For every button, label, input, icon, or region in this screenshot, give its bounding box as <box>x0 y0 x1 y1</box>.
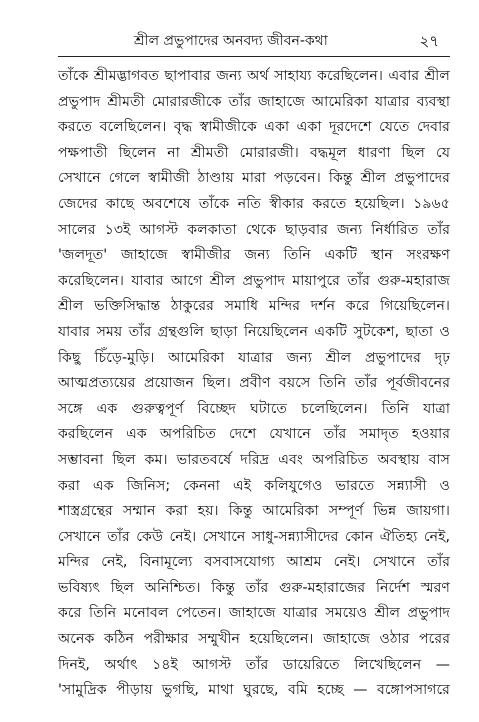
text-line: ভবিষ্যৎ ছিল অনিশ্চিত। কিন্তু তাঁর গুরু-মহারাজের নির্দেশ স্মরণ <box>58 579 450 596</box>
text-line: 'জলদূত' জাহাজে স্বামীজীর জন্য তিনি একটি স্থান সংরক্ষণ <box>58 247 450 264</box>
text-line: পক্ষপাতী ছিলেন না শ্রীমতী মোরারজী। বদ্ধমূল ধারণা ছিল যে <box>58 144 450 161</box>
running-title: শ্রীল প্রভুপাদের অনবদ্য জীবন-কথা <box>134 33 328 49</box>
text-line: প্রভুপাদ শ্রীমতী মোরারজীকে তাঁর জাহাজে আমেরিকা যাত্রার ব্যবস্থা <box>58 93 450 110</box>
body-text <box>58 64 450 704</box>
text-line: করে তিনি মনোবল পেতেন। জাহাজে যাত্রার সময়েও শ্রীল প্রভুপাদ <box>58 605 450 622</box>
text-line: সঙ্গে এক গুরুত্বপূর্ণ বিচ্ছেদ ঘটাতে চলেছিলেন। তিনি যাত্রা <box>58 400 450 417</box>
text-line: করেছিলেন। যাবার আগে শ্রীল প্রভুপাদ মায়াপুরে তাঁর গুরু-মহারাজ <box>58 272 450 289</box>
text-line: সালের ১৩ই আগস্ট কলকাতা থেকে ছাড়বার জন্য নির্ধারিত তাঁর <box>58 221 450 238</box>
text-line: 'সামুদ্রিক পীড়ায় ভুগছি, মাথা ঘুরছে, বমি হচ্ছে — বঙ্গোপসাগরে <box>58 682 450 699</box>
text-line: দিনই, অর্থাৎ ১৪ই আগস্ট তাঁর ডায়েরিতে লিখেছিলেন — <box>58 656 450 673</box>
text-line: জেদের কাছে অবশেষে তাঁকে নতি স্বীকার করতে হয়েছিল। ১৯৬৫ <box>58 195 450 212</box>
text-line: আত্মপ্রত্যয়ের প্রয়োজন ছিল। প্রবীণ বয়সে তিনি তাঁর পূর্বজীবনের <box>58 375 450 392</box>
text-line: করতে বলেছিলেন। বৃদ্ধ স্বামীজীকে একা একা দূরদেশে যেতে দেবার <box>58 119 450 136</box>
text-line: করছিলেন এক অপরিচিত দেশে যেখানে তাঁর সমাদৃত হওয়ার <box>58 426 450 443</box>
text-line: করা এক জিনিস; কেননা এই কলিযুগেও ভারতে সন্ন্যাসী ও <box>58 477 450 494</box>
text-line: সেখানে তাঁর কেউ নেই। সেখানে সাধু-সন্ন্যাসীদের কোন ঐতিহ্য নেই, <box>58 528 450 545</box>
text-line: সম্ভাবনা ছিল কম। ভারতবর্ষে দরিদ্র এবং অপরিচিত অবস্থায় বাস <box>58 451 450 468</box>
text-line: কিছু চিঁড়ে-মুড়ি। আমেরিকা যাত্রার জন্য শ্রীল প্রভুপাদের দৃঢ় <box>58 349 450 366</box>
text-line: শ্রীল ভক্তিসিদ্ধান্ত ঠাকুরের সমাধি মন্দির দর্শন করে গিয়েছিলেন। <box>58 298 450 315</box>
text-line: অনেক কঠিন পরীক্ষার সম্মুখীন হয়েছিলেন। জাহাজে ওঠার পরের <box>58 631 450 648</box>
header-divider <box>58 56 450 57</box>
text-line: সেখানে গেলে স্বামীজী ঠাণ্ডায় মারা পড়বেন। কিন্তু শ্রীল প্রভুপাদের <box>58 170 450 187</box>
text-line: মন্দির নেই, বিনামূল্যে বসবাসযোগ্য আশ্রম নেই। সেখানে তাঁর <box>58 554 450 571</box>
page-number: ২৭ <box>419 32 439 50</box>
page-header <box>60 30 451 52</box>
text-line: তাঁকে শ্রীমদ্ভাগবত ছাপাবার জন্য অর্থ সাহায্য করেছিলেন। এবার শ্রীল <box>58 68 450 84</box>
text-line: শাস্ত্রগ্রন্থের সম্মান করা হয়। কিন্তু আমেরিকা সম্পূর্ণ ভিন্ন জায়গা। <box>58 503 450 520</box>
text-line: যাবার সময় তাঁর গ্রন্থগুলি ছাড়া নিয়েছিলেন একটি সুটকেশ, ছাতা ও <box>58 323 450 340</box>
